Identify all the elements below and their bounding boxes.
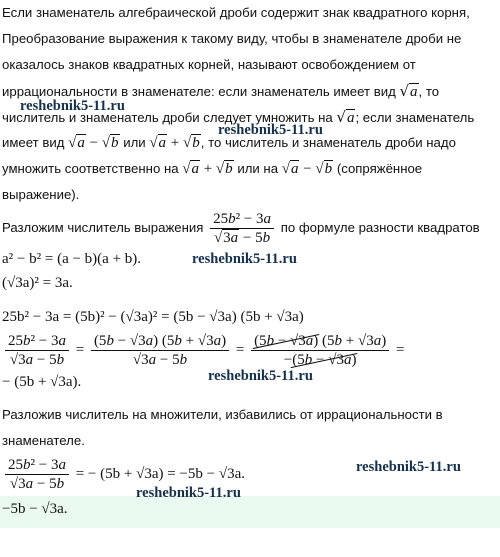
expr-conj-plus: √a + √b xyxy=(182,161,233,177)
para1-line7-text: умножить соответственно на xyxy=(2,161,183,176)
sqrt-a-2: √a xyxy=(336,108,355,126)
para1-line6-or: или xyxy=(119,135,150,150)
para1-line8: выражение). xyxy=(2,187,80,202)
para3-line1: Разложив числитель на множители, избавились от иррациональности в xyxy=(2,407,443,422)
formula-fraction-chain: $\frac{\text{25b² − 3a}}{√3a - 5b}$ = $\frac{(5b - √3a) (5b + √3a)}{√3a - 5b}$ = $\frac{(5b - √3a) (5b + √3a)}{-(5b - √3a)}$ = xyxy=(2,332,404,369)
formula-expand: 25b² − 3a = (5b)² − (√3a)² = (5b − √3a) (5b + √3a) xyxy=(2,309,304,325)
para2-end: по формуле разности квадратов xyxy=(277,220,480,235)
para1-line5-end: ; если знаменатель xyxy=(355,110,475,125)
frac-factored: $\frac{(5b - √3a) (5b + √3a)}{√3a - 5b}$ xyxy=(91,332,229,369)
para2-line xyxy=(2,208,480,248)
para1-line3: оказалось знаков квадратных корней, называют освобождением от xyxy=(2,57,416,72)
sqrt-a: √a xyxy=(399,82,418,100)
expr-conj-minus: √a − √b xyxy=(281,161,333,177)
formula-diff-squares: a² − b² = (a − b)(a + b). xyxy=(2,251,142,267)
frac-original: $\frac{\text{25b² − 3a}}{√3a - 5b}$ xyxy=(5,332,69,369)
para1-line5-text: числитель и знаменатель дроби следует умножить на xyxy=(2,110,337,125)
para2-text: Разложим числитель выражения xyxy=(2,220,208,235)
expr-sqrta-minus-sqrtb: √a − √b xyxy=(68,135,119,151)
para1-line7-or: или на xyxy=(233,161,282,176)
watermark: reshebnik5-11.ru xyxy=(218,122,323,138)
answer-line: −5b − √3a. xyxy=(2,501,68,517)
para1-line7-end: (сопряжённое xyxy=(333,161,423,176)
formula-sqrt3a-squared: (√3a)² = 3a. xyxy=(2,275,73,291)
para3-line2: знаменателе. xyxy=(2,433,85,448)
result-mid: = − (5b + √3a) = −5b − √3a. xyxy=(75,465,245,482)
para1-line6-end: , то числитель и знаменатель дроби надо xyxy=(200,135,456,150)
fraction-expression: $\frac{\text{25b² − 3a}}{√3a - 5b}$ xyxy=(210,210,274,247)
watermark: reshebnik5-11.ru xyxy=(356,459,461,475)
para1-line4-text: иррациональности в знаменателе: если знаменатель имеет вид xyxy=(2,84,400,99)
watermark: reshebnik5-11.ru xyxy=(20,98,125,114)
watermark: reshebnik5-11.ru xyxy=(192,251,297,267)
para1-line2: Преобразование выражения к такому виду, чтобы в знаменателе дроби не xyxy=(2,31,462,46)
watermark: reshebnik5-11.ru xyxy=(208,368,313,384)
para1-line7 xyxy=(2,156,422,182)
frac-cancelled: $\frac{(5b - √3a) (5b + √3a)}{-(5b - √3a)}$ xyxy=(251,332,389,369)
expr-sqrta-plus-sqrtb: √a + √b xyxy=(149,135,200,151)
answer-highlight xyxy=(0,496,500,528)
para1-line4-end: , то xyxy=(418,84,440,99)
formula-tail: − (5b + √3a). xyxy=(2,374,82,390)
watermark: reshebnik5-11.ru xyxy=(136,485,241,501)
para1-line1: Если знаменатель алгебраической дроби содержит знак квадратного корня, xyxy=(2,5,470,20)
para1-line6-text: имеет вид xyxy=(2,135,69,150)
frac-result: $\frac{\text{25b² − 3a}}{√3a - 5b}$ xyxy=(5,456,69,493)
